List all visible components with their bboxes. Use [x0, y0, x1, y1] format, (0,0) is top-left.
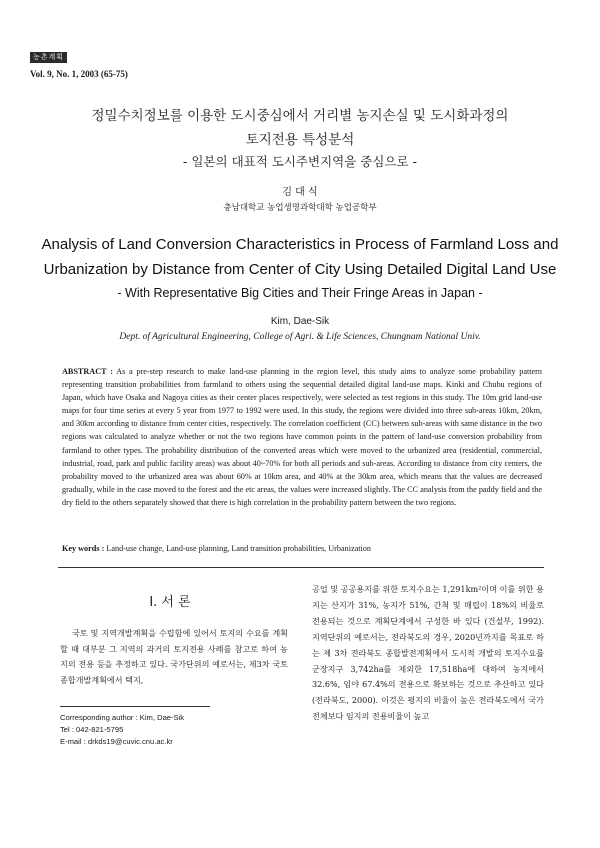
body-left-column: [60, 626, 288, 688]
journal-volume-info: Vol. 9, No. 1, 2003 (65-75): [30, 69, 128, 79]
keywords-label: Key words :: [62, 544, 105, 553]
section-heading: I. 서 론: [149, 595, 191, 610]
affiliation-en: Dept. of Agricultural Engineering, College of Agri. & Life Sciences, Chungnam National Univ.: [119, 332, 481, 342]
affiliation-ko: 충남대학교 농업생명과학대학 농업공학부: [223, 203, 377, 213]
body-right-text: 공업 및 공공용지를 위한 토지수요는 1,291km²이며 이를 위한 용지는 산지가 31%, 농지가 51%, 간척 및 매립이 18%의 비율로 전용되는 것으로 계획단계에서 구성한 바 있다 (건설부, 1992). 지역단위의 예로서는, 전라북도의 경우, 2020년까지를 목표로 하는 제 3차 전라북도 종합발전계획에서 도시적 개발의 토지수요를 군장지구 3,742ha를 제외한 17,518ha에 대하여 농지에서 32.6%, 임야 67.4%의 전용으로 확보하는 것으로 추산하고 있다(전라북도, 2000). 이것은 평지의 비율이 높은 전라북도에서 국가전체보다 임지의 전용비율이 높고: [312, 584, 544, 722]
author-en: Kim, Dae-Sik: [270, 316, 330, 327]
subtitle-ko: - 일본의 대표적 도시주변지역을 중심으로 -: [182, 154, 418, 169]
author-ko: 김 대 식: [282, 187, 318, 198]
subtitle-en: - With Representative Big Cities and Their Fringe Areas in Japan -: [117, 286, 483, 300]
footnote-author: Corresponding author : Kim, Dae-Sik: [60, 713, 185, 722]
footnote-email: E-mail : drkds19@cuvic.cnu.ac.kr: [60, 737, 173, 746]
footnote-tel: Tel : 042-821-5795: [60, 725, 124, 734]
title-en-line2: Urbanization by Distance from Center of City Using Detailed Digital Land Use: [43, 261, 557, 278]
body-right-column: [312, 582, 544, 725]
footnote-divider: [60, 706, 210, 707]
body-left-text: 국토 및 지역개발계획을 수립함에 있어서 토지의 수요를 계획할 때 대부분 그 지역의 과거의 토지전용 사례를 참고로 하여 농지의 전용 등을 추정하고 있다. 국가단위의 예로서는, 제3차 국토종합개발계획에서 택지,: [60, 628, 288, 685]
keywords: [62, 543, 542, 555]
footnote: [60, 712, 290, 748]
title-ko-line1: 정밀수치정보를 이용한 도시중심에서 거리별 농지손실 및 도시화과정의: [91, 108, 509, 124]
keywords-text: Land-use change, Land-use planning, Land transition probabilities, Urbanization: [106, 544, 371, 553]
abstract: [62, 365, 542, 509]
section-divider: [58, 567, 544, 568]
abstract-text: As a pre-step research to make land-use planning in the region level, this study aims to analyze some probability pattern representing transition probabilities from farmland to others using the sequential detailed digital land-use maps. Kinki and Chubu regions of Japan, which have Osaka and Nagoya cities as their center places respectively, were selected as test regions in this study. The 10m grid land-use maps for four time series at every 5 year from 1977 to 1992 were used. In this study, the regions were divided into three sub-areas 10km, 20km, and 30km according to distance from center cities, respectively. The correlation coefficient (CC) between sub-areas with same distance in the two regions was calculated to analyze whether or not the two regions have common points in the pattern of land-use conversion probability from farmland to other types. The probability distribution of the converted areas which were moved to the urbanized area (residential, commercial, industrial, road, park and public facility areas) was about 40~70% for both all periods and sub-areas. According to distance from city centers, the probability moved to the urbanized area was about 60% at 10km area, and 40% at the 30km area, which means that the values are decreased gradually, while in the case moved to the forest and the etc areas, the values were increased slightly. The CC analysis from the paddy field and the dry field to the others separately showed that there is high correlation in the probability pattern between the two regions.: [62, 367, 542, 507]
journal-badge: 농촌계획: [30, 52, 67, 63]
title-ko-line2: 토지전용 특성분석: [245, 132, 355, 148]
title-en-line1: Analysis of Land Conversion Characteristics in Process of Farmland Loss and: [41, 236, 559, 253]
abstract-label: ABSTRACT :: [62, 367, 113, 376]
